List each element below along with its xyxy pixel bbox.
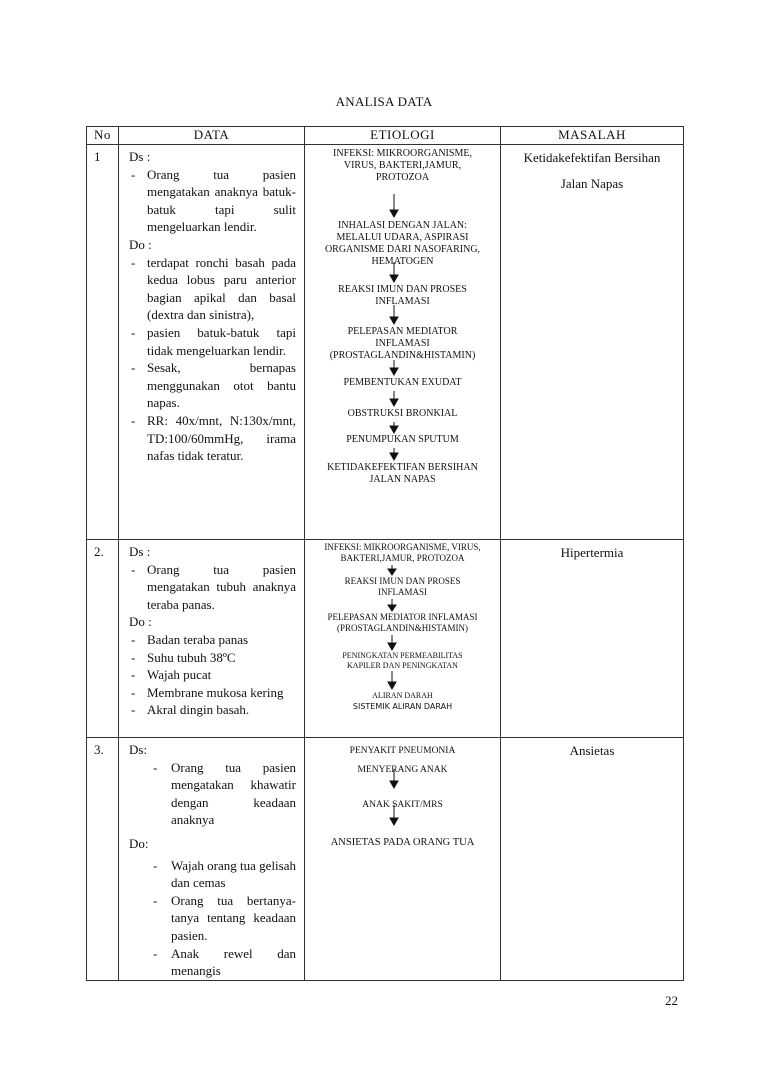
arrow-head (388, 643, 396, 650)
flow-step: KETIDAKEFEKTIFAN BERSIHAN JALAN NAPAS (327, 462, 478, 485)
arrow-head (390, 781, 398, 788)
problem-line-2: Jalan Napas (560, 176, 624, 191)
do-label: Do : (129, 614, 152, 630)
table-row (87, 738, 684, 981)
list-item: - Membrane mukosa kering (127, 684, 296, 702)
list-item: - Orang tua pasien mengatakan tubuh anaknya teraba panas. (127, 561, 296, 614)
header-etiologi: ETIOLOGI (305, 127, 501, 145)
header-masalah: MASALAH (501, 127, 684, 145)
ds-list (127, 561, 296, 614)
problem-line-1: Ansietas (569, 743, 615, 758)
row-number: 3. (87, 738, 119, 981)
arrow-head (390, 426, 398, 433)
row-number: 2. (87, 540, 119, 738)
etiology-flow (305, 540, 501, 738)
list-item: - pasien batuk-batuk tapi tidak mengeluarkan lendir. (127, 324, 296, 359)
list-item: - Wajah orang tua gelisah dan cemas (127, 857, 296, 892)
problem-line-1: Hipertermia (560, 545, 624, 560)
data-cell (119, 738, 305, 981)
flow-step: ANSIETAS PADA ORANG TUA (330, 837, 475, 848)
flow-step: REAKSI IMUN DAN PROSES INFLAMASI (338, 284, 467, 307)
flow-step: PENYAKIT PNEUMONIA (349, 746, 456, 756)
flow-step: ANAK SAKIT/MRS (362, 800, 443, 810)
table-row (87, 540, 684, 738)
arrow-head (390, 818, 398, 825)
ds-label: Ds : (129, 544, 151, 559)
flow-step: PELEPASAN MEDIATOR INFLAMASI (PROSTAGLANDIN&HISTAMIN) (329, 326, 476, 361)
list-item: - Orang tua pasien mengatakan anaknya batuk-batuk tapi sulit mengeluarkan lendir. (127, 166, 296, 236)
etiology-flow (305, 145, 501, 540)
arrow-head (388, 682, 396, 689)
list-item: - Sesak, bernapas menggunakan otot bantu napas. (127, 359, 296, 412)
header-data: DATA (119, 127, 305, 145)
flow-step: INFEKSI: MIKROORGANISME, VIRUS, BAKTERI,JAMUR, PROTOZOA (333, 148, 472, 183)
arrow-head (390, 368, 398, 375)
arrow-head (388, 569, 396, 575)
page-number: 22 (665, 993, 678, 1008)
list-item: - Badan teraba panas (127, 631, 296, 649)
flow-step: ALIRAN DARAH SISTEMIK ALIRAN DARAH (352, 691, 453, 711)
list-item: - Anak rewel dan menangis (127, 945, 296, 980)
flow-step: PELEPASAN MEDIATOR INFLAMASI (PROSTAGLANDIN&HISTAMIN) (327, 612, 478, 633)
flow-step: REAKSI IMUN DAN PROSES INFLAMASI (344, 576, 461, 597)
row-number: 1 (87, 145, 119, 540)
table-header-row (87, 127, 684, 145)
arrow-head (388, 605, 396, 611)
list-item: - Orang tua pasien mengatakan khawatir dengan keadaan anaknya (127, 759, 296, 829)
header-no: No (87, 127, 119, 145)
flow-step: INHALASI DENGAN JALAN: MELALUI UDARA, ASPIRASI ORGANISME DARI NASOFARING, HEMATOGEN (324, 220, 481, 267)
ds-list (127, 759, 296, 829)
flow-arrows (305, 738, 501, 968)
do-list (127, 857, 296, 980)
page-title: ANALISA DATA (335, 94, 433, 109)
flow-step: INFEKSI: MIKROORGANISME, VIRUS, BAKTERI,JAMUR, PROTOZOA (324, 542, 481, 563)
do-label: Do: (129, 835, 149, 851)
do-label: Do : (129, 236, 152, 252)
flow-arrows (305, 540, 501, 738)
do-list (127, 254, 296, 465)
do-list (127, 631, 296, 719)
flow-arrows (305, 145, 501, 540)
problem-line-1: Ketidakefektifan Bersihan (523, 150, 661, 165)
list-item: - terdapat ronchi basah pada kedua lobus paru anterior bagian apikal dan basal (dextra dan sinistra), (127, 254, 296, 324)
list-item: - Akral dingin basah. (127, 701, 296, 719)
flow-step: PENUMPUKAN SPUTUM (346, 434, 459, 445)
problem-cell (501, 540, 684, 738)
analysis-table (86, 126, 684, 981)
list-item: - RR: 40x/mnt, N:130x/mnt, TD:100/60mmHg, irama nafas tidak teratur. (127, 412, 296, 465)
list-item: - Orang tua bertanya-tanya tentang keadaan pasien. (127, 892, 296, 945)
ds-label: Ds: (129, 742, 148, 757)
ds-list (127, 166, 296, 236)
etiology-flow (305, 738, 501, 981)
flow-step: OBSTRUKSI BRONKIAL (347, 408, 458, 419)
data-cell (119, 145, 305, 540)
table-row (87, 145, 684, 540)
arrow-head (390, 275, 398, 282)
problem-cell (501, 145, 684, 540)
list-item: - Wajah pucat (127, 666, 296, 684)
data-cell (119, 540, 305, 738)
problem-cell (501, 738, 684, 981)
arrow-head (390, 453, 398, 460)
ds-label: Ds : (129, 149, 151, 164)
flow-step: PEMBENTUKAN EXUDAT (343, 377, 462, 388)
flow-step: MENYERANG ANAK (357, 765, 448, 775)
arrow-head (390, 210, 398, 217)
arrow-head (390, 317, 398, 324)
flow-step: PENINGKATAN PERMEABILITAS KAPILER DAN PENINGKATAN (342, 651, 463, 670)
list-item: - Suhu tubuh 38ºC (127, 649, 296, 667)
arrow-head (390, 399, 398, 406)
